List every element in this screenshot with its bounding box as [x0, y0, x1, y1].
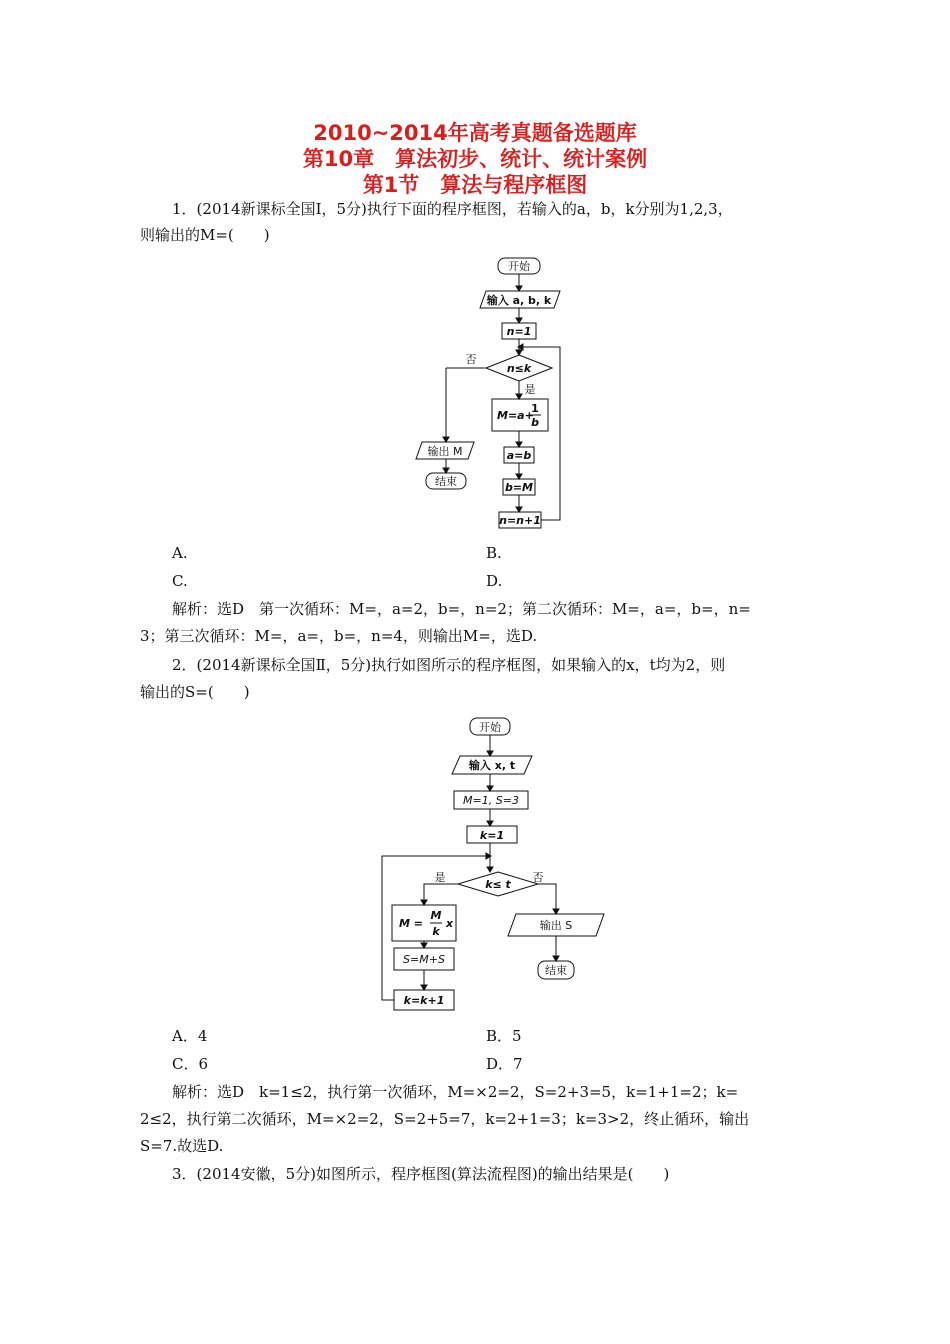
q2-init1-text: M=1, S=3	[463, 794, 519, 807]
q1-init-text: n=1	[506, 325, 532, 338]
q1-option-a: A.	[172, 544, 188, 562]
q1-start-text: 开始	[508, 260, 530, 273]
q1-option-c: C.	[172, 572, 188, 590]
q2-output-text: 输出 S	[539, 919, 573, 932]
q1-step1-num: 1	[531, 402, 539, 415]
q1-stem-line-2: 则输出的M=( )	[140, 226, 270, 244]
q2-stem-line-1: 2．(2014新课标全国Ⅱ，5分)执行如图所示的程序框图，如果输入的x，t均为2，则	[172, 656, 726, 674]
q1-end-text: 结束	[435, 475, 457, 488]
q1-step4-text: n=n+1	[499, 514, 541, 527]
q1-input-text: 输入 a, b, k	[486, 294, 552, 307]
q2-step3-text: k=k+1	[403, 994, 445, 1007]
q1-yes-label: 是	[524, 383, 536, 396]
q1-step1-den: b	[531, 416, 539, 429]
q2-flowchart	[0, 710, 950, 1020]
q1-step3-text: b=M	[504, 481, 534, 494]
q1-decision-text: n≤k	[506, 362, 532, 375]
q2-solution-line-1: 解析：选D k=1≤2，执行第一次循环，M=×2=2，S=2+3=5，k=1+1=2；k=	[172, 1083, 739, 1101]
q1-output-text: 输出 M	[427, 445, 463, 458]
q2-option-b: B．5	[486, 1027, 522, 1045]
q2-step1-x: x	[446, 917, 454, 930]
q1-option-b: B.	[486, 544, 502, 562]
q2-end-text: 结束	[545, 964, 567, 977]
q2-option-c: C．6	[172, 1055, 209, 1073]
q2-yes-label: 是	[434, 871, 446, 884]
q2-step1-lhs: M =	[399, 917, 423, 930]
q1-step2-text: a=b	[506, 449, 532, 462]
header-line-1: 2010~2014年高考真题备选题库	[313, 121, 637, 145]
q2-stem-line-2: 输出的S=( )	[140, 683, 250, 701]
q2-option-d: D．7	[486, 1055, 523, 1073]
q1-no-label: 否	[465, 353, 477, 366]
q2-solution-line-3: S=7.故选D.	[140, 1137, 224, 1155]
header-line-3: 第1节 算法与程序框图	[362, 173, 588, 197]
q2-step1-den: k	[432, 925, 440, 938]
q2-input-text: 输入 x, t	[468, 759, 516, 772]
q2-decision-text: k≤ t	[485, 878, 511, 891]
q1-flowchart	[0, 250, 950, 540]
q1-solution-line-2: 3；第三次循环：M=，a=，b=，n=4，则输出M=，选D.	[140, 627, 538, 645]
q3-stem-line-1: 3．(2014安徽，5分)如图所示，程序框图(算法流程图)的输出结果是( )	[172, 1165, 670, 1183]
q1-solution-line-1: 解析：选D 第一次循环：M=，a=2，b=，n=2；第二次循环：M=，a=，b=，n=	[172, 600, 751, 618]
q1-stem-line-1: 1．(2014新课标全国Ⅰ，5分)执行下面的程序框图，若输入的a，b，k分别为1,2,3，	[172, 200, 733, 218]
q2-step2-text: S=M+S	[403, 953, 445, 966]
q2-no-label: 否	[532, 871, 544, 884]
header-line-2: 第10章 算法初步、统计、统计案例	[302, 147, 648, 171]
q2-start-text: 开始	[479, 721, 501, 734]
q2-solution-line-2: 2≤2，执行第二次循环，M=×2=2，S=2+5=7，k=2+1=3；k=3>2，终止循环，输出	[140, 1110, 750, 1128]
q2-step1-num: M	[430, 909, 442, 922]
q2-init2-text: k=1	[479, 829, 505, 842]
q1-option-d: D.	[486, 572, 503, 590]
q1-step1-lhs: M=a+	[497, 409, 534, 422]
q2-option-a: A．4	[172, 1027, 208, 1045]
